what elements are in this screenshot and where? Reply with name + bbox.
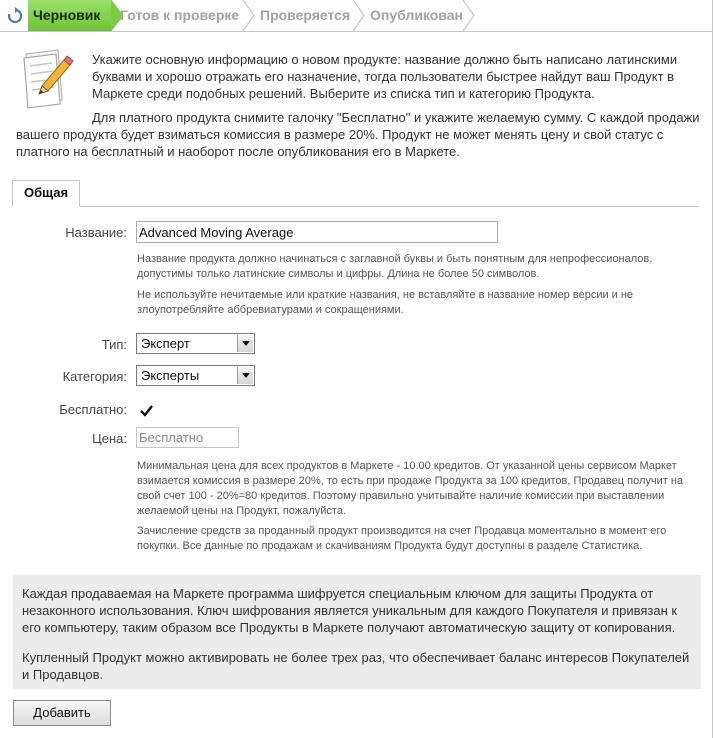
category-select-value: Эксперты (141, 368, 200, 383)
name-hint-advice: Не используйте нечитаемые или краткие названия, не вставляйте в название номер версии и не злоупотребляйте аббревиатурами и сокращениями. (137, 289, 634, 316)
document-pencil-icon (18, 48, 74, 110)
step-published[interactable]: Опубликован (370, 7, 463, 23)
name-label: Название: (65, 225, 127, 240)
step-separator-icon (352, 0, 366, 31)
step-separator-icon (462, 0, 476, 31)
step-in-review[interactable]: Проверяется (260, 7, 351, 23)
category-label: Категория: (62, 369, 127, 384)
step-ready-for-review[interactable]: Готов к проверке (120, 7, 240, 23)
price-hint-payout: Зачисление средств за проданный продукт производится на счет Продавца моментально в момент его покупки. Все данные по продажам и скачиваниям Продукта будут доступны в разделе Статистика. (137, 525, 667, 552)
free-checkbox[interactable] (139, 403, 154, 418)
type-select[interactable] (136, 333, 255, 354)
price-input[interactable]: Бесплатно (136, 427, 239, 448)
checkmark-icon (139, 403, 154, 418)
type-select-value: Эксперт (141, 336, 190, 351)
price-label: Цена: (92, 431, 127, 446)
intro-text-main: Укажите основную информацию о новом продукте: название должно быть написано латинскими буквами и хорошо отражать его назначение, тогда пользователи быстрее найдут ваш Продукт в Маркете среди подобных решений. Выберите из списка тип и категорию Продукта. (92, 52, 678, 101)
refresh-icon[interactable] (6, 7, 24, 25)
free-label: Бесплатно: (59, 402, 127, 417)
tabs-divider (12, 206, 699, 207)
step-separator-icon (242, 0, 256, 31)
intro-text-pricing: Для платного продукта снимите галочку "Бесплатно" и укажите желаемую сумму. С каждой продажи вашего продукта будет взиматься комиссия в размере 20%. Продукт не может менять цену и свой статус с платного на бесплатный и наоборот после опубликования его в Маркете. (16, 110, 700, 159)
product-name-input[interactable] (136, 221, 498, 243)
category-select[interactable] (136, 365, 255, 386)
chevron-down-icon[interactable] (237, 367, 253, 384)
activation-info-text: Купленный Продукт можно активировать не более трех раз, что обеспечивает баланс интересов Покупателей и Продавцов. (22, 650, 690, 682)
tab-general[interactable]: Общая (12, 180, 80, 207)
name-hint-rules: Название продукта должно начинаться с заглавной буквы и быть понятным для непрофессионалов, допустимы только латинские символы и цифры. Длина не более 50 символов. (137, 253, 653, 280)
type-label: Тип: (101, 337, 127, 352)
chevron-down-icon[interactable] (237, 335, 253, 352)
add-button[interactable]: Добавить (13, 700, 111, 726)
protection-info-text: Каждая продаваемая на Маркете программа шифруется специальным ключом для защиты Продукта от незаконного использования. Ключ шифрования является уникальным для каждого Покупателя и привязан к его компьютеру, таким образом все Продукты в Маркете получают автоматическую защиту от копирования. (22, 586, 678, 635)
price-hint-commission: Минимальная цена для всех продуктов в Маркете - 10.00 кредитов. От указанной цены сервисом Маркет взимается комиссия в размере 20%, то есть при продаже Продукта за 100 кредитов, Продавец получит на свой счет 100 - 20%=80 кредитов. Поэтому правильно учитывайте наличие комиссии при выставлении желаемой цены на Продукт, пожалуйста. (137, 460, 684, 517)
step-draft[interactable]: Черновик (33, 7, 101, 23)
workflow-steps (0, 0, 713, 32)
